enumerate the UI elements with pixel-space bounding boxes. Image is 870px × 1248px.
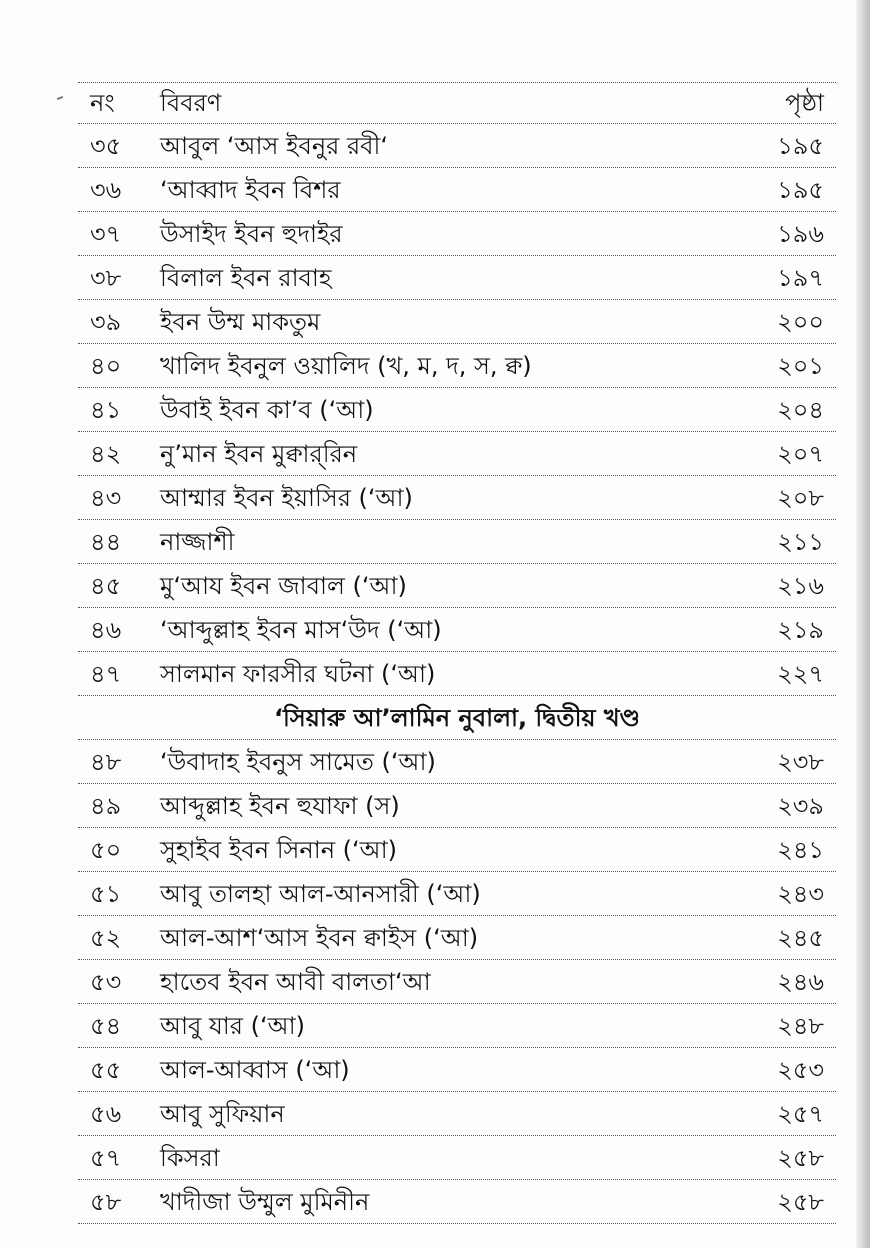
entry-number: ৩৭ [90,220,122,248]
entry-page: ২০৮ [777,484,824,512]
entry-title: আবু তালহা আল-আনসারী (‘আ) [160,880,481,908]
toc-row [78,784,836,828]
entry-page: ২৪৩ [777,880,824,908]
toc-row [78,1136,836,1180]
entry-number: ৪০ [90,352,122,380]
entry-page: ২৪৫ [777,924,824,952]
entry-page: ২৪১ [777,836,824,864]
stray-mark [57,96,63,100]
entry-page: ২১৬ [777,572,824,600]
entry-page: ১৯৫ [777,176,824,204]
entry-number: ৪৮ [90,748,122,776]
page-edge-shadow [856,0,870,1248]
toc-row [78,960,836,1004]
entry-page: ২০৭ [777,440,824,468]
entry-number: ৫৪ [90,1012,122,1040]
entry-title: নু’মান ইবন মুক্বার্‌রিন [160,440,358,468]
entry-title: আম্মার ইবন ইয়াসির (‘আ) [160,484,413,512]
entry-title: আবু সুফিয়ান [160,1100,285,1128]
entry-page: ২৫৭ [777,1100,824,1128]
entry-title: নাজ্জাশী [160,528,235,556]
toc-row [78,1092,836,1136]
entry-number: ৩৫ [90,132,122,160]
section-heading-row [78,696,836,740]
entry-number: ৫৮ [90,1188,122,1216]
entry-number: ৩৮ [90,264,122,292]
entry-page: ২২৭ [777,660,824,688]
entry-title: ‘উবাদাহ ইবনুস সামেত (‘আ) [160,748,436,776]
toc-row [78,828,836,872]
entry-page: ২৫৮ [777,1188,824,1216]
entry-title: খালিদ ইবনুল ওয়ালিদ (খ, ম, দ, স, ক্ব) [160,352,532,380]
section-heading: ‘সিয়ারু আ’লামিন নুবালা, দ্বিতীয় খণ্ড [273,704,641,732]
toc-header-row [78,82,836,124]
entry-page: ২৫৮ [777,1144,824,1172]
entry-page: ২০৪ [777,396,824,424]
entry-number: ৩৯ [90,308,122,336]
entry-title: আব্দুল্লাহ ইবন হুযাফা (স) [160,792,400,820]
entry-page: ২৩৮ [777,748,824,776]
toc-group-1 [78,124,836,696]
entry-number: ৪২ [90,440,122,468]
entry-page: ২০০ [777,308,824,336]
entry-number: ৪৩ [90,484,122,512]
header-number: নং [90,89,115,117]
toc-row [78,212,836,256]
entry-title: আবুল ‘আস ইবনুর রবী‘ [160,132,389,160]
entry-page: ২৪৬ [777,968,824,996]
entry-page: ২১৯ [777,616,824,644]
entry-title: ‘আব্দুল্লাহ ইবন মাস‘উদ (‘আ) [160,616,442,644]
entry-title: মু‘আয ইবন জাবাল (‘আ) [160,572,407,600]
entry-number: ৫২ [90,924,122,952]
entry-title: সুহাইব ইবন সিনান (‘আ) [160,836,397,864]
entry-number: ৫৩ [90,968,122,996]
entry-number: ৪৯ [90,792,122,820]
toc-row [78,300,836,344]
table-of-contents [78,82,836,1224]
toc-row [78,520,836,564]
toc-row [78,256,836,300]
entry-page: ২৪৮ [777,1012,824,1040]
entry-title: ইবন উম্ম মাকতুম [160,308,321,336]
entry-page: ১৯৫ [777,132,824,160]
header-description: বিবরণ [160,89,222,117]
entry-number: ৪৬ [90,616,122,644]
toc-row [78,432,836,476]
entry-title: ‘আব্বাদ ইবন বিশর [160,176,341,204]
entry-title: আল-আশ‘আস ইবন ক্বাইস (‘আ) [160,924,479,952]
entry-page: ১৯৭ [777,264,824,292]
toc-row [78,1180,836,1224]
toc-row [78,564,836,608]
entry-title: বিলাল ইবন রাবাহ [160,264,332,292]
entry-title: কিসরা [160,1144,220,1172]
entry-number: ৪১ [90,396,122,424]
toc-row [78,1004,836,1048]
entry-number: ৫৭ [90,1144,122,1172]
toc-row [78,476,836,520]
entry-title: আবু যার (‘আ) [160,1012,305,1040]
toc-row [78,740,836,784]
entry-page: ১৯৬ [777,220,824,248]
entry-page: ২৩৯ [777,792,824,820]
toc-row [78,388,836,432]
toc-row [78,344,836,388]
entry-page: ২৫৩ [777,1056,824,1084]
entry-number: ৫১ [90,880,122,908]
entry-number: ৫৬ [90,1100,122,1128]
toc-row [78,916,836,960]
entry-title: খাদীজা উম্মুল মুমিনীন [160,1188,370,1216]
entry-title: সালমান ফারসীর ঘটনা (‘আ) [160,660,436,688]
header-page: পৃষ্ঠা [785,89,824,117]
entry-title: উবাই ইবন কা’ব (‘আ) [160,396,374,424]
entry-title: উসাইদ ইবন হুদাইর [160,220,343,248]
toc-row [78,872,836,916]
toc-row [78,652,836,696]
entry-page: ২০১ [777,352,824,380]
entry-title: আল-আব্বাস (‘আ) [160,1056,350,1084]
entry-number: ৪৭ [90,660,122,688]
entry-title: হাতেব ইবন আবী বালতা‘আ [160,968,431,996]
toc-row [78,608,836,652]
entry-number: ৫৫ [90,1056,122,1084]
toc-row [78,168,836,212]
toc-row [78,124,836,168]
entry-page: ২১১ [777,528,824,556]
entry-number: ৪৪ [90,528,122,556]
toc-row [78,1048,836,1092]
entry-number: ৪৫ [90,572,122,600]
entry-number: ৫০ [90,836,122,864]
entry-number: ৩৬ [90,176,122,204]
toc-group-2 [78,740,836,1224]
